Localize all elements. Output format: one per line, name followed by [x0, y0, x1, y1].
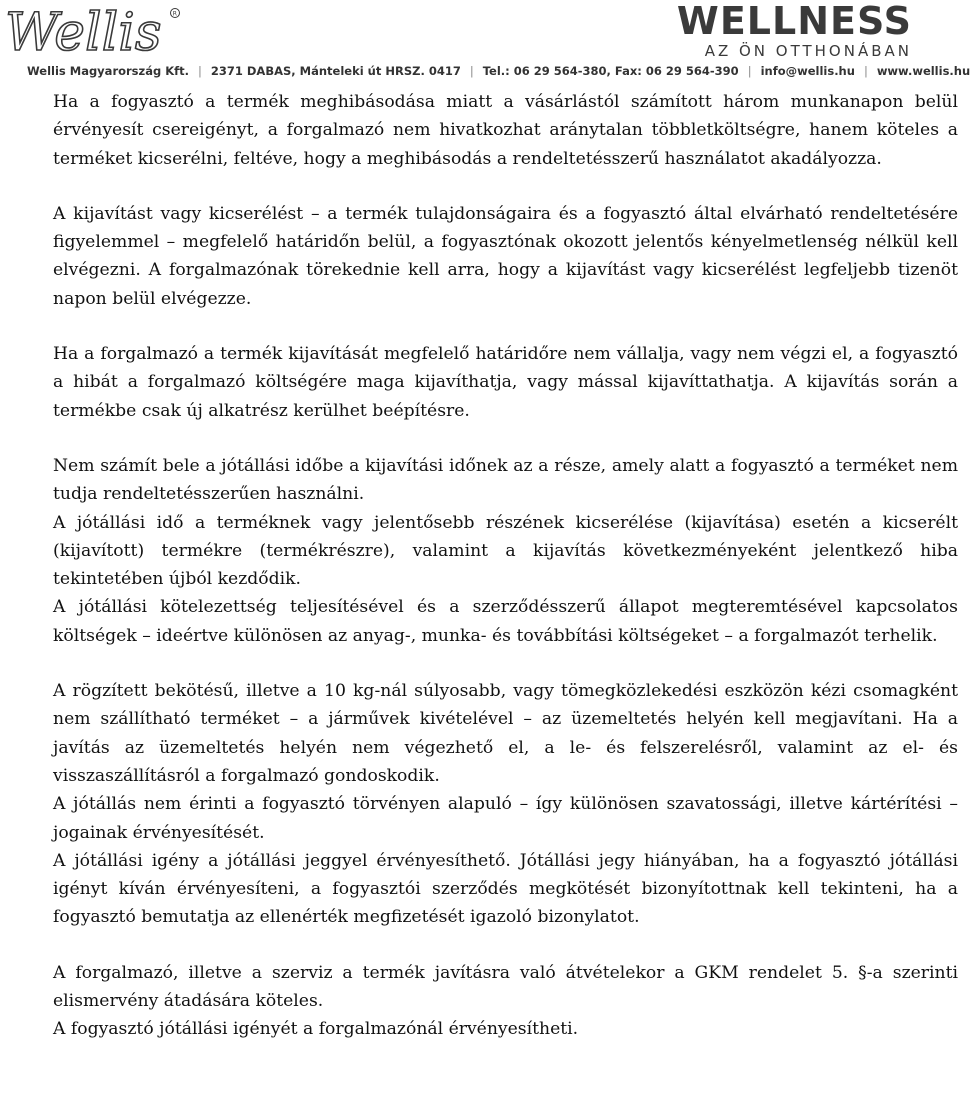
paragraph: A jótállási idő a terméknek vagy jelentősebb részének kicserélése (kijavítása) esetén a kicserélt (kijavított) termékre (termékrészre), valamint a kijavítás következményeként jelentkező hiba tekintetében újból kezdődik.	[53, 512, 958, 590]
wellis-logo	[3, 0, 193, 62]
paragraph: A forgalmazó, illetve a szerviz a termék javításra való átvételekor a GKM rendelet 5. §-a szerinti elismervény átadására köteles.	[53, 962, 958, 1012]
wellness-tagline	[677, 2, 912, 60]
paragraph: A kijavítást vagy kicserélést – a termék tulajdonságaira és a fogyasztó által elvárható rendeltetésére figyelemmel – megfelelő határidőn belül, a fogyasztónak okozott jelentős kényelmetlenség nélkül kell elvégezni. A forgalmazónak törekednie kell arra, hogy a kijavítást vagy kicserélést legfeljebb tizenöt napon belül elvégezze.	[53, 203, 958, 309]
company-address: 2371 DABAS, Mánteleki út HRSZ. 0417	[210, 64, 461, 78]
wellness-subtitle: AZ ÖN OTTHONÁBAN	[704, 42, 912, 60]
separator: |	[863, 64, 868, 78]
svg-text:R: R	[172, 10, 177, 18]
separator: |	[198, 64, 202, 78]
paragraph: Nem számít bele a jótállási időbe a kijavítási időnek az a része, amely alatt a fogyasztó a terméket nem tudja rendeltetésszerűen használni.	[53, 455, 958, 505]
separator: |	[747, 64, 752, 78]
letterhead	[0, 0, 970, 82]
document-body	[53, 88, 958, 1044]
paragraph: A jótállási kötelezettség teljesítésével és a szerződésszerű állapot megteremtésével kapcsolatos költségek – ideértve különösen az anyag-, munka- és továbbítási költségeket – a forgalmazót terhelik.	[53, 597, 958, 646]
company-name: Wellis Magyarország Kft.	[27, 64, 189, 78]
company-phone-fax: Tel.: 06 29 564-380, Fax: 06 29 564-390	[482, 64, 739, 78]
contact-line	[27, 64, 970, 78]
company-email: info@wellis.hu	[760, 64, 855, 78]
paragraph: A fogyasztó jótállási igényét a forgalmazónál érvényesítheti.	[53, 1019, 579, 1040]
paragraph: A jótállási igény a jótállási jeggyel érvényesíthető. Jótállási jegy hiányában, ha a fogyasztó jótállási igényt kíván érvényesíteni, a fogyasztói szerződés megkötését bizonyítottnak kell tekinteni, ha a fogyasztó bemutatja az ellenérték megfizetését igazoló bizonylatot.	[53, 850, 958, 928]
company-website: www.wellis.hu	[876, 64, 970, 78]
paragraph: Ha a fogyasztó a termék meghibásodása miatt a vásárlástól számított három munkanapon belül érvényesít csereigényt, a forgalmazó nem hivatkozhat aránytalan többletköltségre, hanem köteles a terméket kicserélni, feltéve, hogy a meghibásodás a rendeltetésszerű használatot akadályozza.	[53, 92, 958, 169]
wellness-title: WELLNESS	[676, 0, 912, 43]
paragraph: Ha a forgalmazó a termék kijavítását megfelelő határidőre nem vállalja, vagy nem végzi el, a fogyasztó a hibát a forgalmazó költségére maga kijavíthatja, vagy mással kijavíttathatja. A kijavítás során a termékbe csak új alkatrész kerülhet beépítésre.	[53, 344, 958, 421]
separator: |	[469, 64, 474, 78]
paragraph: A rögzített bekötésű, illetve a 10 kg-nál súlyosabb, vagy tömegközlekedési eszközön kézi csomagként nem szállítható terméket – a járművek kivételével – az üzemeltetés helyén kell megjavítani. Ha a javítás az üzemeltetés helyén nem végezhető el, a le- és felszerelésről, valamint az el- és visszaszállításról a forgalmazó gondoskodik.	[53, 681, 958, 786]
wellis-logo-text: Wellis	[5, 3, 162, 63]
paragraph: A jótállás nem érinti a fogyasztó törvényen alapuló – így különösen szavatossági, illetve kártérítési – jogainak érvényesítését.	[53, 794, 958, 843]
